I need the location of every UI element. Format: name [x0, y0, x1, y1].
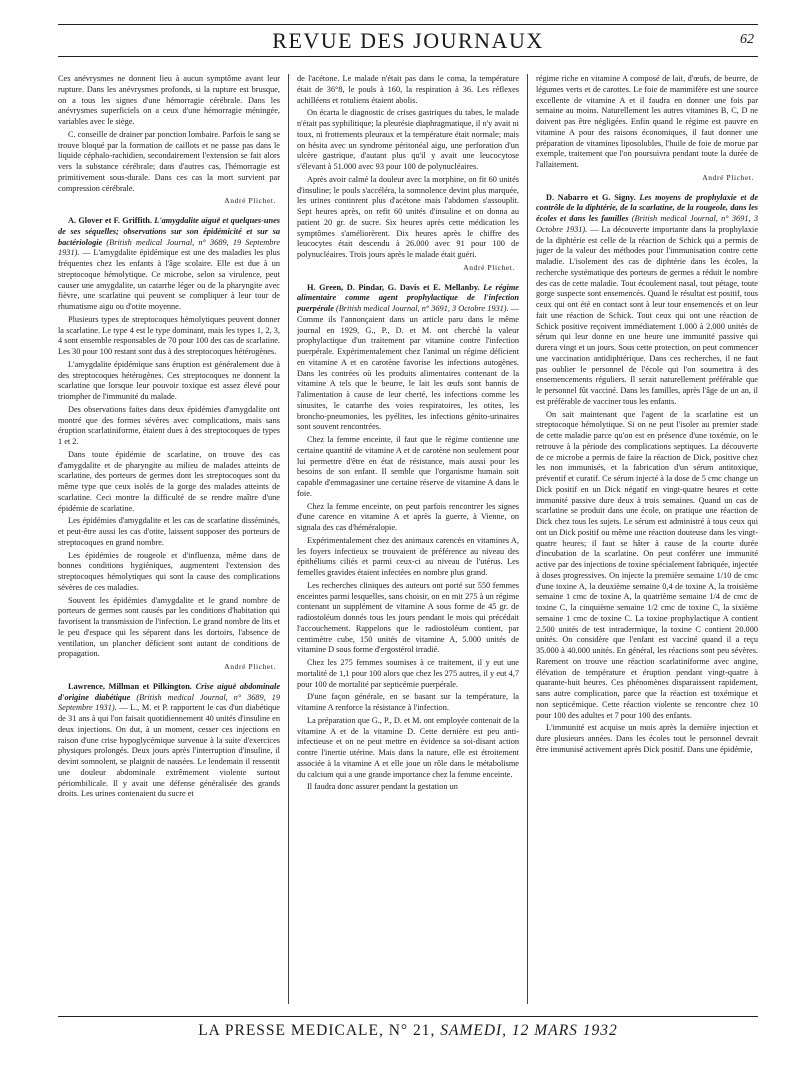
article-glover-griffith	[58, 216, 280, 673]
column-divider	[527, 74, 528, 1004]
article-authors: A. Glover et F. Griffith.	[68, 216, 152, 225]
paragraph: de l'acétone. Le malade n'était pas dans le coma, la température était de 36°8, le pouls à 160, la respiration à 36. Les réflexes achilléens et rotuliens étaient abolis.	[297, 74, 519, 105]
article-lawrence-millman-pilkington	[58, 682, 280, 800]
article-authors: D. Nabarro et G. Signy.	[546, 192, 636, 202]
paragraph: On sait maintenant que l'agent de la scarlatine est un streptocoque hémolytique. Si on ne peut l'isoler au premier stade de cette maladie parce qu'on est en présence d'une toxémie, on le retrouve à la période des complications septiques. La découverte de ce microbe a permis de faire la réaction de Dick, positive chez les non immunisés, et la fabrication d'un sérum antitoxique, préventif et curatif. Ce sérum injecté à la dose de 5 cmc change un Dick positif en un Dick négatif en vingt-quatre heures et cette immunité passive dure deux à trois semaines. Quand un cas de scarlatine se produit dans une école, on pratique une réaction de Dick chez tous les sujets. Le sérum est administré à tous ceux qui ont un Dick positif ou même une réaction douteuse dans les vingt-quatre heures; il faut se hâter à cause de la courte durée d'incubation de la scarlatine. On peut conférer une immunité active par des injections de toxine spécialement fabriquée, injectée à doses progressives. On injecte la première semaine 1/10 de cmc d'une toxine A, la deuxième semaine 0,4 de toxine A, la troisième semaine 1 cmc de toxine A, la quatrième semaine 1/4 de cmc de toxine C, la cinquième semaine 1/2 cmc de toxine C, la sixième semaine 1 cmc de toxine C. La toxine prophylactique A contient 2.500 unités de test intradermique, la toxine C contient 20.000 unités. On considère que l'enfant est vacciné quand il a reçu 35.000 à 40.000 unités. En général, les réactions sont peu sévères. Rarement on trouve une réaction scarlatiniforme avec angine, élévation de température et éruption pendant vingt-quatre à quarante-huit heures. Ces phénomènes disparaissent rapidement, sans autre complication, parce que la réaction est toxémique et non septicémique. Cette réaction violente se rencontre chez 10 pour 100 des adultes et 7 pour 100 des enfants.	[536, 409, 758, 720]
article-reference: (British medical Journal, n° 3689, 19 Septembre 1931).	[58, 237, 280, 258]
paragraph: Les épidémies d'amygdalite et les cas de scarlatine disséminés, et peut-être aussi les cas d'otite, laissent supposer des porteurs de streptocoques en grand nombre.	[58, 516, 280, 547]
page-footer	[58, 1016, 758, 1046]
paragraph: — L., M. et P. rapportent le cas d'un diabétique de 31 ans à qui l'on faisait quotidiennement 40 unités d'insuline en deux injections. On dut, à un moment, cesser ces injections en raison d'une crise hypoglycémique survenue à la suite d'exercices physiques prolongés. Deux jours après l'interruption d'insuline, il devint somnolent, se plaignit de nausées. Le lendemain il ressentit une douleur abdominale extrêmement violente surtout périombilicale. Il y avait une défense généralisée des grands droits. Les urines contenaient du sucre et	[58, 703, 280, 799]
paragraph: — Comme ils l'annonçaient dans un article paru dans le même journal en 1929, G., P., D. et M. ont cherché la valeur prophylactique d'un traitement par vitamine contre l'infection puerpérale. Expérimentalement chez l'animal un régime déficient en vitamine A et en carotène favorise les infections autogènes. Dans les contrées où les produits alimentaires contenant de la vitamine A tels que le beurre, le lait les œufs sont bannis de l'alimentation à cause de leur cherté, les infections comme les sinusites, le catarrhe des voies respiratoires, les otites, les broncho-pneumonies, les pyélites, les infections génito-urinaires sont souvent rencontrées.	[297, 304, 519, 432]
article-heading	[536, 193, 758, 408]
page-header	[58, 22, 758, 62]
article-authors: H. Green, D. Pindar, G. Davis et E. Mellanby.	[307, 282, 480, 292]
article-authors: Lawrence, Millman et Pilkington.	[68, 681, 192, 691]
paragraph: Chez les 275 femmes soumises à ce traitement, il y eut une mortalité de 1,1 pour 100 alors que chez les 275 autres, il y eut 4,7 pour 100 de mortalité par septicémie puerpérale.	[297, 658, 519, 689]
paragraph: régime riche en vitamine A composé de lait, d'œufs, de beurre, de légumes verts et de carottes. Le foie de mammifère est une source excellente de vitamine A et il faudra en donner une fois par semaine au moins. Naturellement les autres vitamines B, C, D ne doivent pas être négligées. Enfin quand le régime est pauvre en vitamine A pour des raisons économiques, il faut donner une préparation de vitamines liposolubles, l'huile de foie de morue par exemple, traitement que l'on poursuivra pendant toute la durée de l'allaitement.	[536, 74, 758, 169]
article-heading	[58, 216, 280, 313]
footer-date: SAMEDI, 12 MARS 1932	[440, 1022, 618, 1039]
author-signature: André Plichet.	[224, 662, 276, 671]
paragraph: On écarta le diagnostic de crises gastriques du tabes, le malade n'était pas syphilitique; la pleurésie diaphragmatique, il n'y avait ni toux, ni frottements pleuraux et la température était normale; mais on hésita avec un syndrome péritonéal aigu, une perforation d'un ulcère gastrique, d'autant plus qu'il y avait une leucocytose s'élevant à 51.000 avec 93 pour 100 de polynucléaires.	[297, 108, 519, 171]
paragraph: Il faudra donc assurer pendant la gestation un	[307, 782, 458, 792]
article-title: Le régime alimentaire comme agent prophylactique de l'infection puerpérale	[297, 282, 519, 313]
header-rule-bottom	[58, 56, 758, 57]
author-signature: André Plichet.	[463, 262, 515, 272]
journal-page	[58, 22, 758, 1062]
author-signature: André Plichet.	[702, 172, 754, 182]
paragraph: Dans toute épidémie de scarlatine, on trouve des cas d'amygdalite et de pharyngite au milieu de malades atteints de scarlatine, des porteurs de germes dont les streptocoques sont du même type que ceux isolés de la gorge des malades atteints de scarlatine. Ceci montre la difficulté de se rendre maître d'une épidémie de scarlatine.	[58, 449, 280, 513]
article-title: Crise aiguë abdominale d'origine diabétique	[58, 681, 280, 702]
author-signature: André Plichet.	[224, 196, 276, 206]
text-column-3	[536, 74, 758, 1004]
footer-rule	[58, 1016, 758, 1017]
paragraph: — L'amygdalite épidémique est une des maladies les plus fréquentes chez les enfants à l'âge scolaire. Elle est due à un streptocoque hémolytique. Ce microbe, selon sa virulence, peut causer une amygdalite, un catarrhe léger ou de la pharyngite avec fièvre, une scarlatine qui peuvent se compliquer à leur tour de rhumatisme aigu ou d'otite moyenne.	[58, 248, 280, 311]
article-title: Les moyens de prophylaxie et de contrôle de la diphtérie, de la scarlatine, de la rougeole, dans les écoles et dans les familles	[536, 192, 758, 223]
article-reference: (British medical Journal, n° 3691, 3 Octobre 1931).	[335, 304, 509, 313]
footer-line	[58, 1022, 758, 1040]
paragraph: Les recherches cliniques des auteurs ont porté sur 550 femmes enceintes parmi lesquelles, sans choisir, on en mit 275 à un régime contenant un supplément de vitamine A sous forme de 45 gr. de radiostoléum donnés tous les jours pendant le mois qui précédait l'accouchement. Rappelons que le radiostoléum contient, par centimètre cube, 150 unités de vitamine A, 5.000 unités de vitamine D sous forme d'ergostérol irradié.	[297, 580, 519, 655]
article-reference: (British medical Journal, n° 3691, 3 Octobre 1931).	[536, 214, 758, 234]
header-rule-top	[58, 24, 758, 25]
article-green-pindar-davis-mellanby	[297, 283, 519, 794]
journal-title: REVUE DES JOURNAUX	[272, 28, 544, 53]
page-number: 62	[740, 32, 754, 47]
text-column-1	[58, 74, 280, 1004]
column-divider	[288, 74, 289, 1004]
text-column-2	[297, 74, 519, 1004]
article-nabarro-signy	[536, 193, 758, 756]
paragraph: — La découverte importante dans la prophylaxie de la diphtérie est celle de la réaction de Schick qui a permis de juger de la valeur des méthodes pour l'immunisation contre cette maladie. L'isolement des cas de diphtérie dans les écoles, la recherche systématique des porteurs de germes a réduit le nombre des cas de cette maladie. Tout écoulement nasal, tout pétage, toute gorge suspecte sont ensemencés. Quand le résultat est positif, tous ceux qui ont été en contact sont à leur tour ensemencés et on leur fait une réaction de Schick. Tout ceux qui ont une réaction de Schick positive reçoivent immédiatement 1.000 à 2.000 unités de sérum qui leur donne en une heure une immunité passive qui durera vingt et un jours. Sous cette protection, on peut commencer une vaccination antidiphtérique. Dans ces recherches, il ne faut pas oublier le personnel de l'école qui l'on soumettra à des ensemencements réguliers. Il serait naturellement préférable que le personnel fût vacciné. Dans les familles, après l'âge de un an, il est préférable de vacciner tous les enfants.	[536, 224, 758, 406]
intro-section	[58, 74, 280, 207]
paragraph: Ces anévrysmes ne donnent lieu à aucun symptôme avant leur rupture. Dans les anévrysmes profonds, si la rupture est brusque, on a tous les signes d'une hémorragie cérébrale. Dans les anévrysmes superficiels on a ceux d'une hémorragie méningée, variables avec le siège.	[58, 74, 280, 126]
paragraph: Plusieurs types de streptocoques hémolytiques peuvent donner la scarlatine. Le type 4 est le type dominant, mais les types 1, 2, 3, 4 sont ensemble responsables de 70 pour 100 des cas de scarlatine. Les 30 pour 100 restant sont dus à des streptocoques hétérogènes.	[58, 314, 280, 356]
article-heading	[297, 283, 519, 434]
paragraph: Chez la femme enceinte, il faut que le régime contienne une certaine quantité de vitamine A et de carotène non seulement pour lui permettre d'être en état de résistance, mais aussi pour les besoins de son enfant. Il semble que l'organisme humain soit capable d'emmagasiner une certaine réserve de vitamine A dans le foie.	[297, 435, 519, 498]
paragraph: La préparation que G., P., D. et M. ont employée contenait de la vitamine A et de la vitamine D. Cette dernière est peu anti-infectieuse et on ne peut mettre en évidence sa soi-disant action contre l'inertie utérine. Mais dans la nature, elle est étroitement associée à la vitamine A et elle joue un rôle dans le métabolisme du calcium qui a une grande importance chez la femme enceinte.	[297, 715, 519, 779]
paragraph: L'immunité est acquise un mois après la dernière injection et dure plusieurs années. Dans les écoles tout le personnel devrait être immunisé activement après Dick positif. Dans une épidémie,	[536, 723, 758, 754]
paragraph: Expérimentalement chez des animaux carencés en vitamines A, les foyers infectieux se trouvaient de préférence au niveau des épithéliums ciliés et parmi ceux-ci au niveau de l'utérus. Les femelles gravides étaient infectées en nombre plus grand.	[297, 535, 519, 577]
paragraph: Souvent les épidémies d'amygdalite et le grand nombre de porteurs de germes sont causés par les conditions d'habitation qui favorisent la transmission de l'infection. Le grand nombre de lits et le peu d'espace qui les séparent dans les dortoirs, l'absence de ventilation, un plancher déficient sont autant de conditions de propagation.	[58, 595, 280, 659]
article-heading	[58, 682, 280, 800]
paragraph: L'amygdalite épidémique sans éruption est généralement due à des streptocoques hétérogènes. Ces streptocoques ne donnent la scarlatine que lorsque leur pouvoir toxique est assez élevé pour triompher de l'immunité du malade.	[58, 359, 280, 401]
article-reference: (British medical Journal, n° 3689, 19 Septembre 1931).	[58, 692, 280, 713]
paragraph: Après avoir calmé la douleur avec la morphine, on fit 60 unités d'insuline; le pouls s'accéléra, la somnolence devint plus marquée, les urines continrent plus d'acétone mais l'abdomen s'assouplit. Sept heures après, on refit 60 unités d'insuline et on donna au patient 20 gr. de sucre. Six heures après cette médication les symptômes s'améliorèrent. Dix heures après le chiffre des leucocytes était descendu à 26.000 avec 91 pour 100 de polynucléaires. Trois jours après le malade était guéri.	[297, 174, 519, 259]
paragraph: Les épidémies de rougeole et d'influenza, même dans de bonnes conditions hygiéniques, augmentent l'extension des streptocoques hémolytiques qui sont la cause des complications sévères de ces maladies.	[58, 550, 280, 592]
paragraph: C. conseille de drainer par ponction lombaire. Parfois le sang se trouve bloqué par la formation de caillots et ne passe pas dans le liquide céphalo-rachidien, secondairement l'extension se fait alors vers la substance cérébrale; dans d'autres cas, l'hémorragie est primitivement sous-durale. Dans ces cas la mort survient par compression cérébrale.	[58, 129, 280, 193]
article-title: L'amygdalite aiguë et quelques-unes de ses séquelles; observations sur son épidémicité et sur sa bactériologie	[58, 216, 280, 247]
paragraph: Chez la femme enceinte, on peut parfois rencontrer les signes d'une carence en vitamine A et après la guerre, à Vienne, on signala des cas d'héméralopie.	[297, 501, 519, 532]
footer-publication: LA PRESSE MEDICALE, N° 21,	[198, 1022, 436, 1039]
paragraph: Des observations faites dans deux épidémies d'amygdalite ont montré que des formes sévères avec complications, mais sans éruption scarlatiniforme, étaient dues à des streptocoques de types 1 et 2.	[58, 404, 280, 446]
paragraph: D'une façon générale, en se basant sur la température, la vitamine A renforce la résistance à l'infection.	[297, 692, 519, 712]
